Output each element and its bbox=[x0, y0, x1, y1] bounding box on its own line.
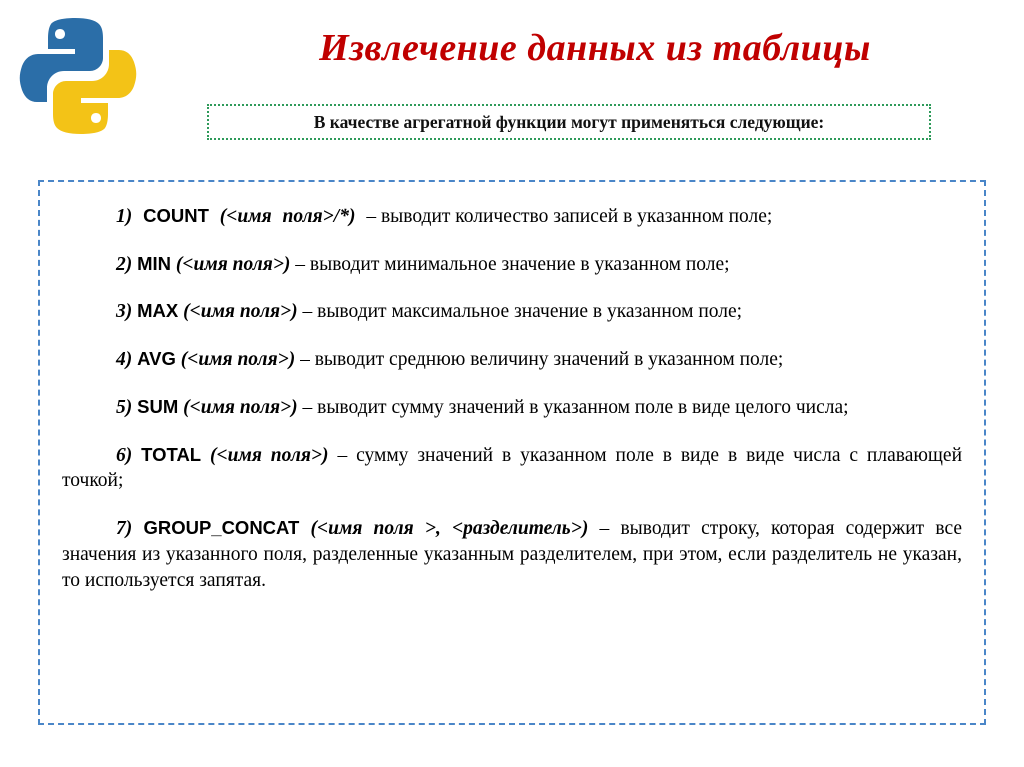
item-argument: (<имя поля>/*) bbox=[219, 206, 356, 227]
item-description: – выводит количество записей в указанном поле; bbox=[366, 206, 773, 227]
item-function: GROUP_CONCAT bbox=[143, 517, 300, 539]
item-function: COUNT bbox=[143, 205, 209, 226]
item-function: TOTAL bbox=[141, 443, 202, 465]
item-number: 3) bbox=[116, 301, 133, 323]
item-description: – сумму значений в указанном поле в виде в виде числа с плавающей точкой; bbox=[62, 444, 963, 492]
list-item bbox=[62, 252, 962, 278]
item-function: MAX bbox=[137, 300, 179, 322]
item-description: – выводит строку, которая содержит все значения из указанного поля, разделенные указанным разделителем, при этом, если разделитель не указан, то используется запятая. bbox=[62, 518, 963, 591]
item-description: – выводит максимальное значение в указанном поле; bbox=[302, 301, 743, 323]
python-logo bbox=[14, 12, 142, 140]
list-item bbox=[62, 395, 962, 421]
item-argument: (<имя поля>) bbox=[180, 349, 296, 371]
item-number: 6) bbox=[116, 444, 133, 466]
list-item bbox=[62, 443, 962, 494]
item-description: – выводит минимальное значение в указанном поле; bbox=[295, 253, 730, 275]
list-item bbox=[62, 516, 962, 593]
item-argument: (<имя поля>) bbox=[210, 444, 329, 466]
item-argument: (<имя поля>) bbox=[175, 253, 291, 275]
aggregate-functions-list bbox=[38, 180, 986, 725]
list-item bbox=[62, 204, 962, 230]
item-function: MIN bbox=[137, 252, 172, 274]
subtitle-box bbox=[207, 104, 931, 140]
item-argument: (<имя поля >, <разделитель>) bbox=[310, 518, 589, 540]
list-item bbox=[62, 299, 962, 325]
item-argument: (<имя поля>) bbox=[183, 301, 298, 323]
item-number: 1) bbox=[116, 206, 133, 227]
page-title: Извлечение данных из таблицы bbox=[319, 27, 871, 69]
item-argument: (<имя поля>) bbox=[183, 396, 298, 418]
item-number: 5) bbox=[116, 396, 133, 418]
subtitle-text: В качестве агрегатной функции могут применяться следующие: bbox=[313, 111, 825, 132]
item-description: – выводит среднюю величину значений в указанном поле; bbox=[300, 349, 784, 371]
list-item bbox=[62, 347, 962, 373]
item-number: 7) bbox=[116, 518, 133, 540]
item-function: SUM bbox=[137, 395, 179, 417]
item-number: 4) bbox=[116, 349, 133, 371]
item-number: 2) bbox=[116, 253, 133, 275]
item-function: AVG bbox=[137, 348, 176, 370]
item-description: – выводит сумму значений в указанном поле в виде целого числа; bbox=[302, 396, 849, 418]
